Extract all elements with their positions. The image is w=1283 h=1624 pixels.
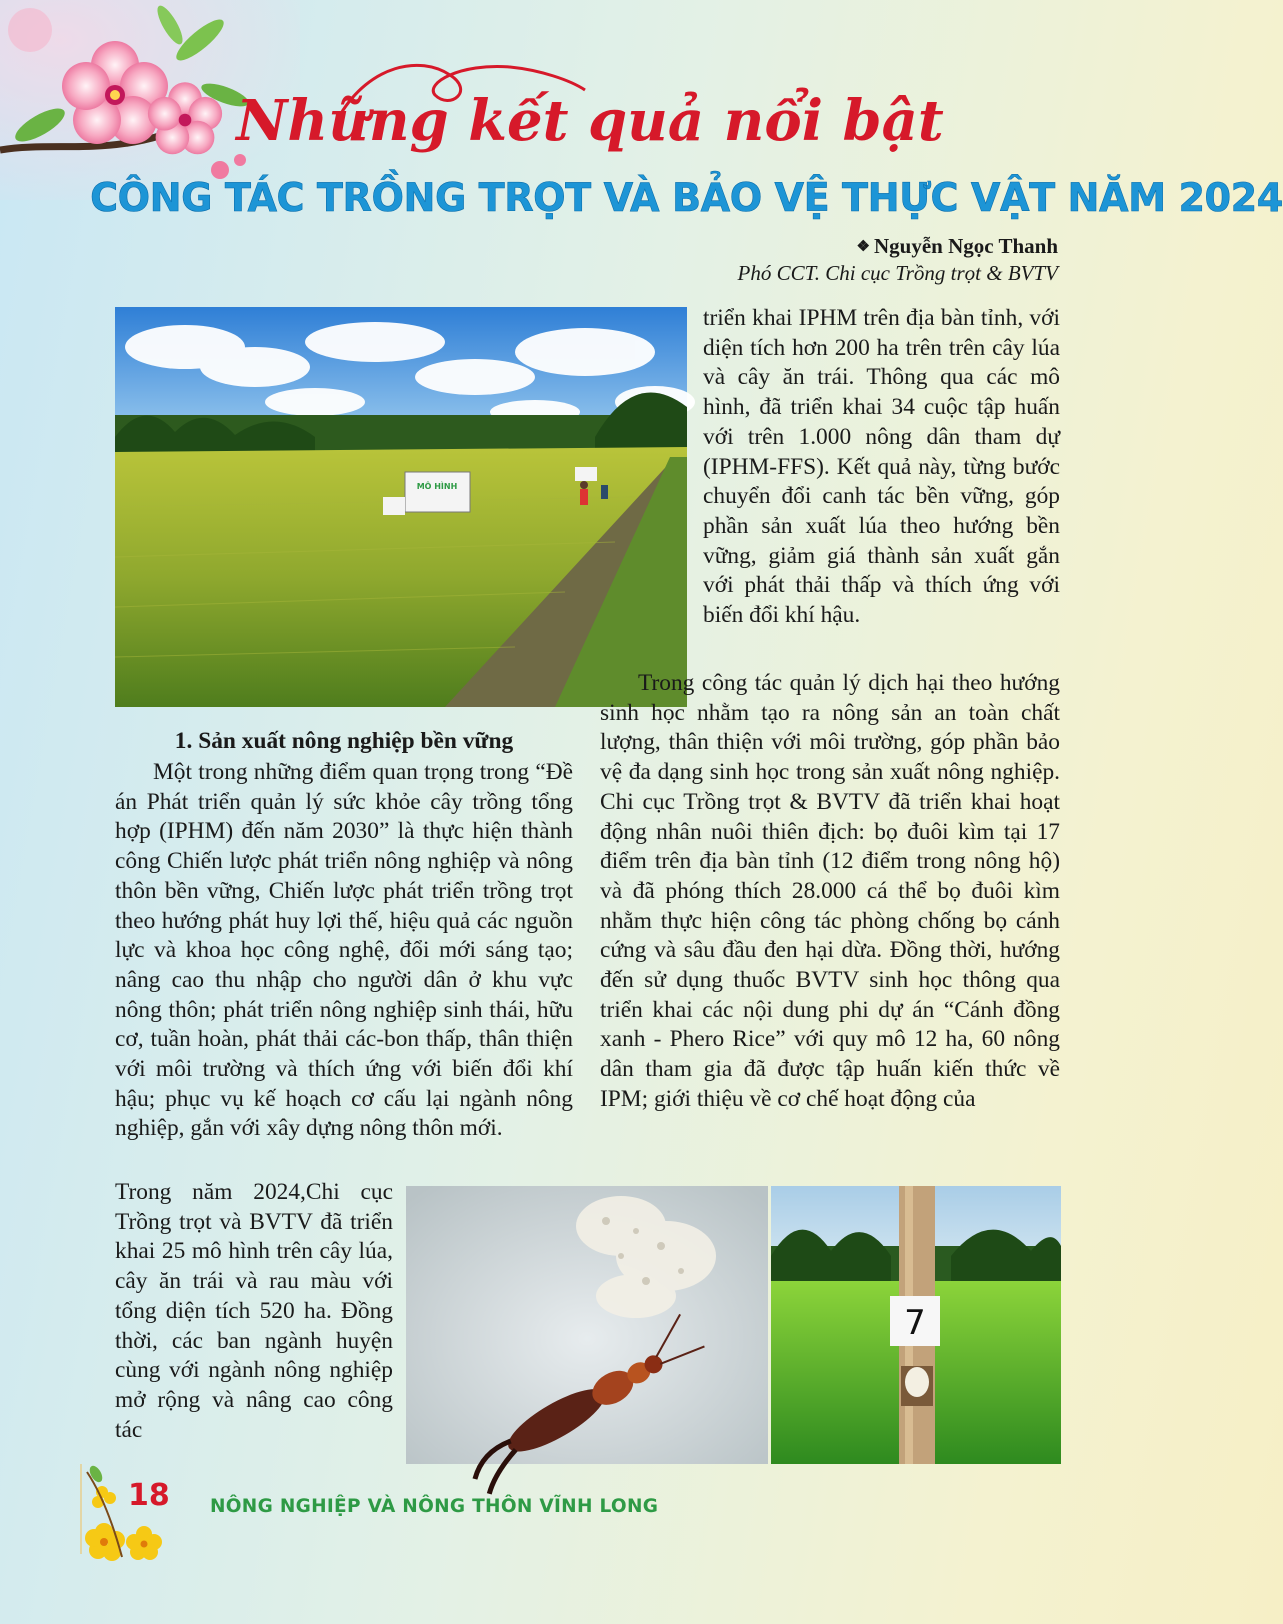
page-number: 18 [128,1478,170,1513]
article-subtitle: CÔNG TÁC TRỒNG TRỌT VÀ BẢO VỆ THỰC VẬT NĂM 2024 [90,176,1283,221]
byline [738,234,1058,286]
column-right-top [703,304,1060,631]
diamond-bullet-icon: ❖ [856,239,870,255]
paragraph: Một trong những điểm quan trọng trong “Đề án Phát triển quản lý sức khỏe cây trồng tổng hợp (IPHM) đến năm 2030” là thực hiện thành công Chiến lược phát triển nông nghiệp và nông thôn bền vững, Chiến lược phát triển trồng trọt theo hướng phát huy lợi thế, hiệu quả các nguồn lực và khoa học công nghệ, đổi mới sáng tạo; nâng cao thu nhập cho người dân ở khu vực nông thôn; phát triển nông nghiệp sinh thái, hữu cơ, tuần hoàn, phát thải các-bon thấp, thân thiện với môi trường và thích ứng với biến đổi khí hậu; phục vụ kế hoạch cơ cấu lại ngành nông nghiệp, gắn với xây dựng nông thôn mới. [115,759,573,1142]
rice-field-post-photo [771,1186,1061,1464]
section-heading: 1. Sản xuất nông nghiệp bền vững [174,728,514,754]
column-left-top [115,758,573,1144]
author-role: Phó CCT. Chi cục Trồng trọt & BVTV [737,261,1058,285]
article-title: Những kết quả nổi bật [236,88,944,154]
earwig-photo [406,1186,768,1464]
rice-field-photo [115,307,687,707]
field-sign-text: MÔ HÌNH [416,482,458,491]
author-line [738,234,1058,259]
author-name: Nguyễn Ngọc Thanh [874,234,1058,258]
column-right-middle [600,669,1060,1115]
post-number: 7 [904,1303,926,1343]
column-left-bottom [115,1178,393,1445]
paragraph: Trong công tác quản lý dịch hại theo hướng sinh học nhằm tạo ra nông sản an toàn chất lượng, thân thiện với môi trường, góp phần bảo vệ đa dạng sinh học trong sản xuất nông nghiệp. Chi cục Trồng trọt & BVTV đã triển khai hoạt động nhân nuôi thiên địch: bọ đuôi kìm tại 17 điểm trên địa bàn tỉnh (12 điểm trong nông hộ) và đã phóng thích 28.000 cá thể bọ đuôi kìm nhằm thực hiện công tác phòng chống bọ cánh cứng và sâu đầu đen hại dừa. Đồng thời, hướng đến sử dụng thuốc BVTV sinh học thông qua triển khai các nội dung phi dự án “Cánh đồng xanh - Phero Rice” với quy mô 12 ha, 60 nông dân tham gia đã được tập huấn kiến thức về IPM; giới thiệu về cơ chế hoạt động của [600,670,1060,1112]
paragraph: Trong năm 2024,Chi cục Trồng trọt và BVTV đã triển khai 25 mô hình trên cây lúa, cây ăn trái và rau màu với tổng diện tích 520 ha. Đồng thời, các ban ngành huyện cùng với ngành nông nghiệp mở rộng và nâng cao công tác [115,1179,393,1443]
magazine-name: NÔNG NGHIỆP VÀ NÔNG THÔN VĨNH LONG [210,1496,659,1517]
paragraph: triển khai IPHM trên địa bàn tỉnh, với diện tích hơn 200 ha trên trên cây lúa và cây ăn trái. Thông qua các mô hình, đã triển khai 34 cuộc tập huấn với trên 1.000 nông dân tham dự (IPHM-FFS). Kết quả này, từng bước chuyển đổi canh tác bền vững, góp phần sản xuất lúa theo hướng bền vững, giảm giá thành sản xuất gắn với phát thải thấp và thích ứng với biến đổi khí hậu. [703,305,1060,629]
